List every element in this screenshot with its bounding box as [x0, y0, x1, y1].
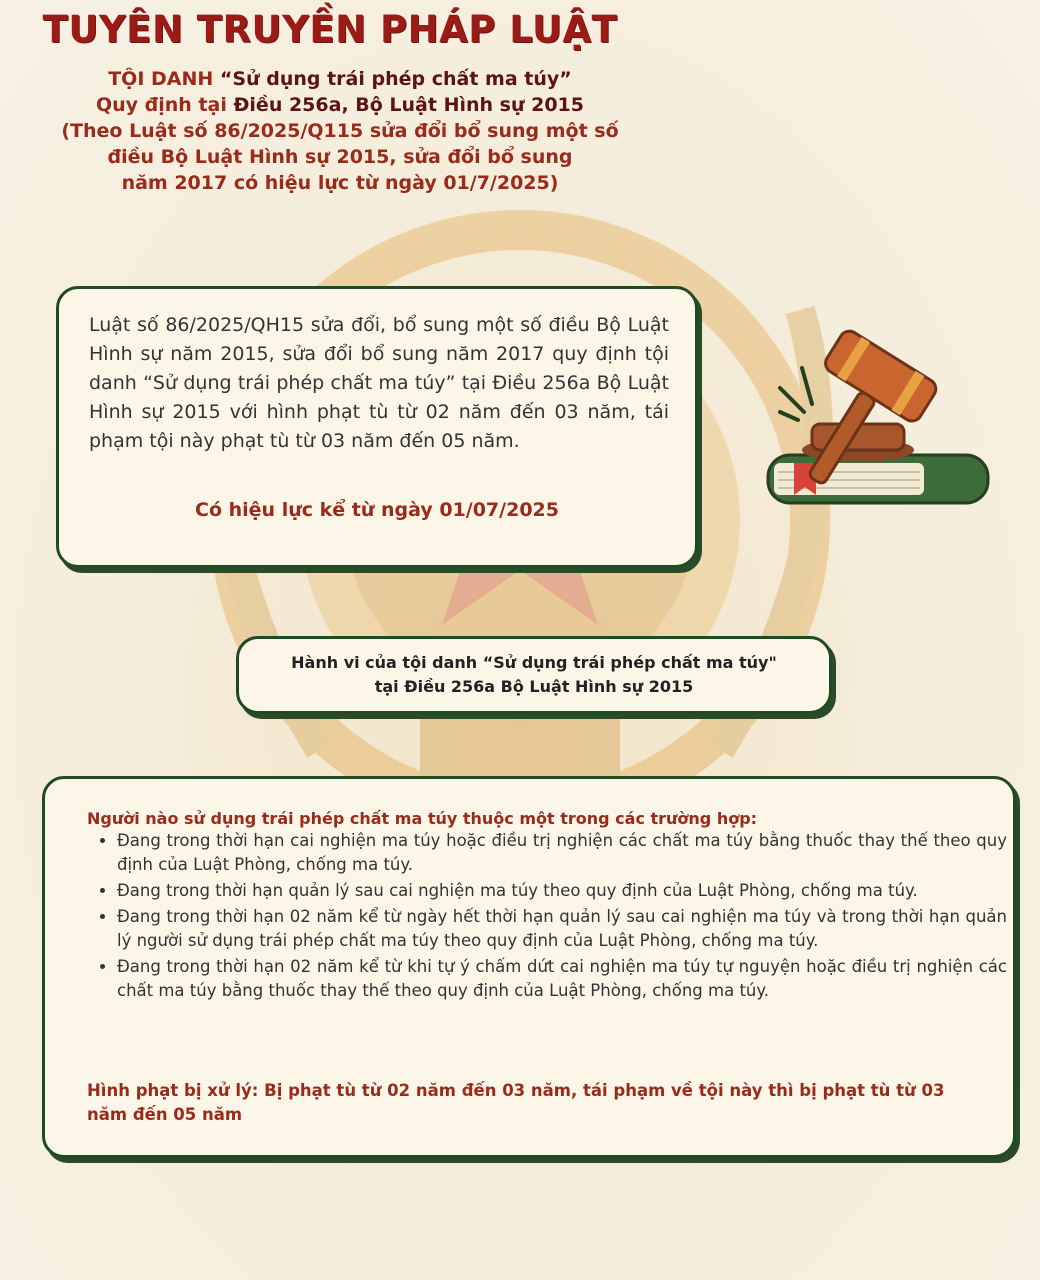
list-item: • Đang trong thời hạn 02 năm kể từ khi tự ý chấm dứt cai nghiện ma túy tự nguyện hoặc điều trị nghiện các chất ma túy bằng thuốc thay thế theo quy định của Luật Phòng, chống ma túy. [117, 955, 1007, 1003]
behavior-heading-card [236, 636, 832, 714]
behavior-heading [239, 651, 829, 699]
list-item: • Đang trong thời hạn quản lý sau cai nghiện ma túy theo quy định của Luật Phòng, chống ma túy. [117, 879, 1007, 903]
subtitle-line-3: (Theo Luật số 86/2025/Q115 sửa đổi bổ sung một số [61, 120, 619, 142]
behavior-heading-line-2: tại Điều 256a Bộ Luật Hình sự 2015 [374, 677, 694, 696]
summary-card [56, 286, 698, 568]
penalty-text: Hình phạt bị xử lý: Bị phạt tù từ 02 năm đến 03 năm, tái phạm về tội này thì bị phạt tù từ 03 năm đến 05 năm [87, 1081, 945, 1124]
subtitle-block [20, 66, 660, 196]
subtitle-line-5: năm 2017 có hiệu lực từ ngày 01/7/2025) [121, 172, 559, 194]
gavel-and-book-icon [760, 320, 1000, 520]
summary-paragraph: Luật số 86/2025/QH15 sửa đổi, bổ sung một số điều Bộ Luật Hình sự năm 2015, sửa đổi bổ sung năm 2017 quy định tội danh “Sử dụng trái phép chất ma túy” tại Điều 256a Bộ Luật Hình sự 2015 với hình phạt tù từ 02 năm đến 03 năm, tái phạm tội này phạt tù từ 03 năm đến 05 năm. [89, 314, 669, 452]
subtitle-line-4: điều Bộ Luật Hình sự 2015, sửa đổi bổ sung [107, 146, 573, 168]
regulation-article: Điều 256a, Bộ Luật Hình sự 2015 [233, 94, 584, 116]
regulation-label: Quy định tại [95, 94, 227, 116]
details-intro: Người nào sử dụng trái phép chất ma túy thuộc một trong các trường hợp: [87, 809, 758, 828]
behavior-heading-line-1: Hành vi của tội danh “Sử dụng trái phép chất ma túy" [291, 653, 777, 672]
list-item: • Đang trong thời hạn 02 năm kể từ ngày hết thời hạn quản lý sau cai nghiện ma túy và trong thời hạn quản lý người sử dụng trái phép chất ma túy theo quy định của Luật Phòng, chống ma túy. [117, 905, 1007, 953]
crime-label: TỘI DANH [108, 68, 214, 90]
list-item: • Đang trong thời hạn cai nghiện ma túy hoặc điều trị nghiện các chất ma túy bằng thuốc thay thế theo quy định của Luật Phòng, chống ma túy. [117, 829, 1007, 877]
crime-name: “Sử dụng trái phép chất ma túy” [219, 68, 572, 90]
details-card [42, 776, 1016, 1158]
details-list [87, 829, 1007, 1005]
effective-date: Có hiệu lực kể từ ngày 01/07/2025 [195, 499, 559, 521]
page-title: TUYÊN TRUYỀN PHÁP LUẬT [42, 8, 618, 51]
